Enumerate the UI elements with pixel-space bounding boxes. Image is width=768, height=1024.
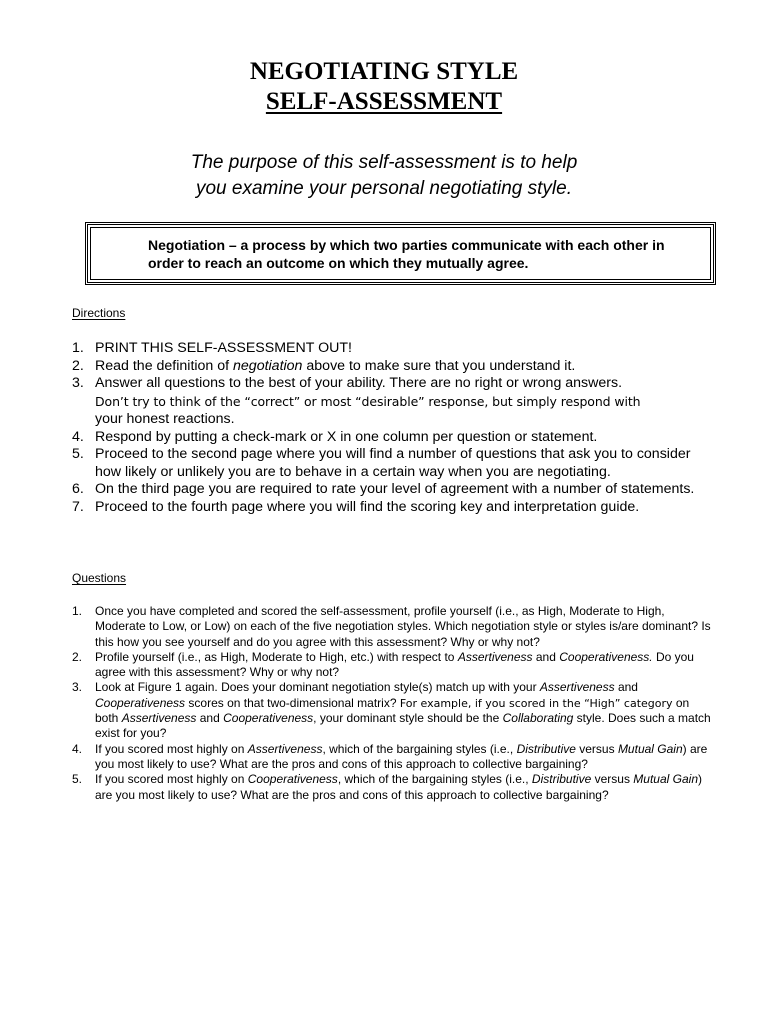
list-item: 4. If you scored most highly on Assertiveness, which of the bargaining styles (i.e., Distributive versus Mutual Gain) are you most likely to use? What are the pros and cons of this approach to collective bargaining? bbox=[72, 741, 708, 771]
questions-list bbox=[72, 604, 712, 803]
list-item: 7. Proceed to the fourth page where you will find the scoring key and interpretation guide. bbox=[72, 498, 640, 515]
directions-list bbox=[72, 340, 712, 516]
list-item: 3. Look at Figure 1 again. Does your dominant negotiation style(s) match up with your Assertiveness and Cooperativeness scores on that two-dimensional matrix? For example, if you scored in the “High” category on both Assertiveness and Cooperativeness, your dominant style should be the Collaborating style. Does such a match exist for you? bbox=[72, 680, 711, 741]
document-title: NEGOTIATING STYLE bbox=[249, 58, 519, 85]
list-item: 1. PRINT THIS SELF-ASSESSMENT OUT! bbox=[72, 340, 353, 356]
definition-text: Negotiation – a process by which two parties communicate with each other in order to reach an outcome on which they mutually agree. bbox=[148, 237, 665, 271]
purpose-line-2: you examine your personal negotiating style. bbox=[195, 178, 572, 199]
list-item: 2. Read the definition of negotiation above to make sure that you understand it. bbox=[72, 357, 576, 374]
directions-heading: Directions bbox=[72, 306, 126, 320]
definition-box bbox=[87, 224, 714, 283]
list-item: 5. If you scored most highly on Cooperativeness, which of the bargaining styles (i.e., Distributive versus Mutual Gain) are you most likely to use? What are the pros and cons of this approach to collective bargaining? bbox=[72, 772, 702, 802]
purpose-line-1: The purpose of this self-assessment is to help bbox=[190, 152, 578, 173]
list-item: 6. On the third page you are required to rate your level of agreement with a number of statements. bbox=[72, 481, 695, 497]
list-item: 4. Respond by putting a check-mark or X in one column per question or statement. bbox=[72, 428, 598, 445]
questions-heading: Questions bbox=[72, 571, 127, 585]
list-item: 1. Once you have completed and scored the self-assessment, profile yourself (i.e., as High, Moderate to High, Moderate to Low, or Low) on each of the five negotiation styles. Which negotiation style or styles is/are dominant? Is this how you see yourself and do you agree with this assessment? Why or why not? bbox=[72, 604, 711, 649]
list-item: 5. Proceed to the second page where you will find a number of questions that ask you to consider how likely or unlikely you are to behave in a certain way when you are negotiating. bbox=[72, 446, 691, 480]
list-item: 2. Profile yourself (i.e., as High, Moderate to High, etc.) with respect to Assertiveness and Cooperativeness. Do you agree with this assessment? Why or why not? bbox=[72, 649, 694, 680]
purpose-statement bbox=[0, 150, 768, 202]
list-item: 3. Answer all questions to the best of your ability. There are no right or wrong answers. Don’t try to think of the “correct” or most “desirable” response, but simply respond with your honest reactions. bbox=[72, 375, 641, 427]
document-subtitle: SELF-ASSESSMENT bbox=[265, 88, 503, 115]
